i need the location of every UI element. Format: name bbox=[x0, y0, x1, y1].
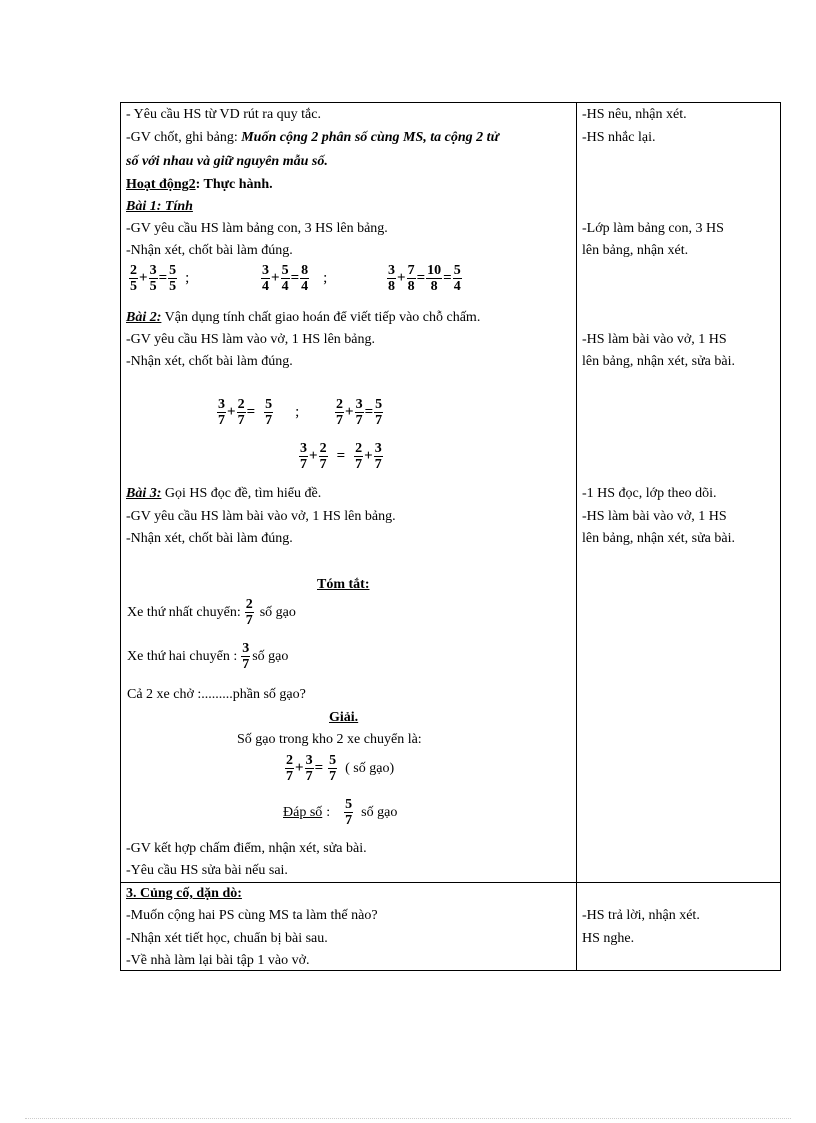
fraction: $\frac{10}{8}$ bbox=[427, 263, 442, 294]
fraction: $\frac{3}{4}$ bbox=[262, 263, 269, 294]
equation-2: $\frac{3}{4}$ + $\frac{5}{4}$ = $\frac{8}{4}$ ; bbox=[262, 263, 328, 294]
left-line: -Nhận xét, chốt bài làm đúng. bbox=[126, 243, 293, 258]
fraction: $\frac{5}{7}$ bbox=[329, 753, 337, 784]
left-line: -GV chốt, ghi bảng: Muốn cộng 2 phân số cùng MS, ta cộng 2 tử bbox=[126, 130, 499, 145]
equation-4: $\frac{3}{7}$ + $\frac{2}{7}$ = $\frac{5}{7}$ ; bbox=[218, 397, 300, 428]
fraction: $\frac{3}{8}$ bbox=[388, 263, 395, 294]
fraction: $\frac{3}{5}$ bbox=[149, 263, 157, 294]
right-line: -HS làm bài vào vở, 1 HS bbox=[582, 509, 727, 524]
left-line: -Nhận xét, chốt bài làm đúng. bbox=[126, 531, 293, 546]
fraction: $\frac{2}{7}$ bbox=[319, 441, 327, 472]
right-line: -HS làm bài vào vở, 1 HS bbox=[582, 332, 727, 347]
fraction: $\frac{5}{7}$ bbox=[345, 797, 353, 828]
xe-thu-hai-line: Xe thứ hai chuyển : $\frac{3}{7}$ số gạo bbox=[127, 641, 289, 672]
bai-1-heading: Bài 1: Tính bbox=[126, 199, 193, 214]
giai-heading: Giải. bbox=[329, 710, 359, 725]
fraction: $\frac{2}{7}$ bbox=[245, 597, 253, 628]
fraction: $\frac{7}{8}$ bbox=[407, 263, 415, 294]
right-line: lên bảng, nhận xét, sửa bài. bbox=[582, 354, 735, 369]
left-line: -Muốn cộng hai PS cùng MS ta làm thế nào? bbox=[126, 908, 378, 923]
fraction: $\frac{3}{7}$ bbox=[374, 441, 382, 472]
fraction: $\frac{8}{4}$ bbox=[301, 263, 309, 294]
hoat-dong-2-heading: Hoạt động2: Thực hành. bbox=[126, 177, 273, 192]
ca-2-xe-line: Cả 2 xe chở :.........phần số gạo? bbox=[127, 687, 306, 702]
right-line: -HS trả lời, nhận xét. bbox=[582, 908, 700, 923]
column-divider bbox=[576, 103, 577, 970]
dap-so-line: Đáp số : $\frac{5}{7}$ số gạo bbox=[283, 797, 398, 828]
left-line: - Yêu cầu HS từ VD rút ra quy tắc. bbox=[126, 107, 321, 122]
right-line: -HS nhắc lại. bbox=[582, 130, 656, 145]
xe-thu-nhat-line: Xe thứ nhất chuyển: $\frac{2}{7}$ số gạo bbox=[127, 597, 296, 628]
equation-5: $\frac{2}{7}$ + $\frac{3}{7}$ = $\frac{5}{7}$ bbox=[336, 397, 383, 428]
left-line: -Nhận xét tiết học, chuẩn bị bài sau. bbox=[126, 931, 328, 946]
right-line: HS nghe. bbox=[582, 931, 635, 946]
tom-tat-heading: Tóm tắt: bbox=[317, 577, 370, 592]
page-footer-rule bbox=[25, 1118, 791, 1119]
fraction: $\frac{5}{5}$ bbox=[169, 263, 177, 294]
fraction: $\frac{3}{7}$ bbox=[218, 397, 225, 428]
giai-line: Số gạo trong kho 2 xe chuyển là: bbox=[237, 732, 422, 747]
fraction: $\frac{2}{7}$ bbox=[336, 397, 343, 428]
fraction: $\frac{3}{7}$ bbox=[300, 441, 307, 472]
equation-1: $\frac{2}{5}$ + $\frac{3}{5}$ = $\frac{5}{5}$ ; bbox=[130, 263, 190, 294]
fraction: $\frac{2}{7}$ bbox=[355, 441, 363, 472]
row-divider bbox=[121, 882, 780, 883]
fraction: $\frac{2}{7}$ bbox=[237, 397, 245, 428]
fraction: $\frac{3}{7}$ bbox=[305, 753, 313, 784]
left-line: -GV kết hợp chấm điểm, nhận xét, sửa bài. bbox=[126, 841, 367, 856]
bai-3-heading: Bài 3: Gọi HS đọc đề, tìm hiểu đề. bbox=[126, 486, 322, 501]
fraction: $\frac{5}{7}$ bbox=[265, 397, 273, 428]
right-line: -1 HS đọc, lớp theo dõi. bbox=[582, 486, 717, 501]
left-line: -GV yêu cầu HS làm bảng con, 3 HS lên bảng. bbox=[126, 221, 388, 236]
bai-2-heading: Bài 2: Vận dụng tính chất giao hoán để viết tiếp vào chỗ chấm. bbox=[126, 310, 481, 325]
right-line: lên bảng, nhận xét, sửa bài. bbox=[582, 531, 735, 546]
fraction: $\frac{3}{7}$ bbox=[355, 397, 363, 428]
left-line: -GV yêu cầu HS làm vào vở, 1 HS lên bảng. bbox=[126, 332, 375, 347]
solution-equation: $\frac{2}{7}$ + $\frac{3}{7}$ = $\frac{5}{7}$ ( số gạo) bbox=[286, 753, 395, 784]
left-line: -GV yêu cầu HS làm bài vào vở, 1 HS lên bảng. bbox=[126, 509, 396, 524]
fraction: $\frac{2}{5}$ bbox=[130, 263, 137, 294]
right-line: -HS nêu, nhận xét. bbox=[582, 107, 687, 122]
left-line: -Về nhà làm lại bài tập 1 vào vở. bbox=[126, 953, 310, 968]
left-line: -Nhận xét, chốt bài làm đúng. bbox=[126, 354, 293, 369]
equation-3: $\frac{3}{8}$ + $\frac{7}{8}$ = $\frac{10}{8}$ = $\frac{5}{4}$ bbox=[388, 263, 461, 294]
cung-co-heading: 3. Củng cố, dặn dò: bbox=[126, 886, 242, 901]
fraction: $\frac{5}{4}$ bbox=[453, 263, 461, 294]
right-line: lên bảng, nhận xét. bbox=[582, 243, 689, 258]
fraction: $\frac{5}{4}$ bbox=[281, 263, 289, 294]
equation-6: $\frac{3}{7}$ + $\frac{2}{7}$ = $\frac{2}{7}$ + $\frac{3}{7}$ bbox=[300, 441, 382, 472]
right-line: -Lớp làm bảng con, 3 HS bbox=[582, 221, 724, 236]
left-line: số với nhau và giữ nguyên mẫu số. bbox=[126, 154, 328, 169]
fraction: $\frac{3}{7}$ bbox=[242, 641, 250, 672]
left-line: -Yêu cầu HS sửa bài nếu sai. bbox=[126, 863, 288, 878]
lesson-table bbox=[120, 102, 781, 971]
fraction: $\frac{5}{7}$ bbox=[375, 397, 383, 428]
fraction: $\frac{2}{7}$ bbox=[286, 753, 293, 784]
